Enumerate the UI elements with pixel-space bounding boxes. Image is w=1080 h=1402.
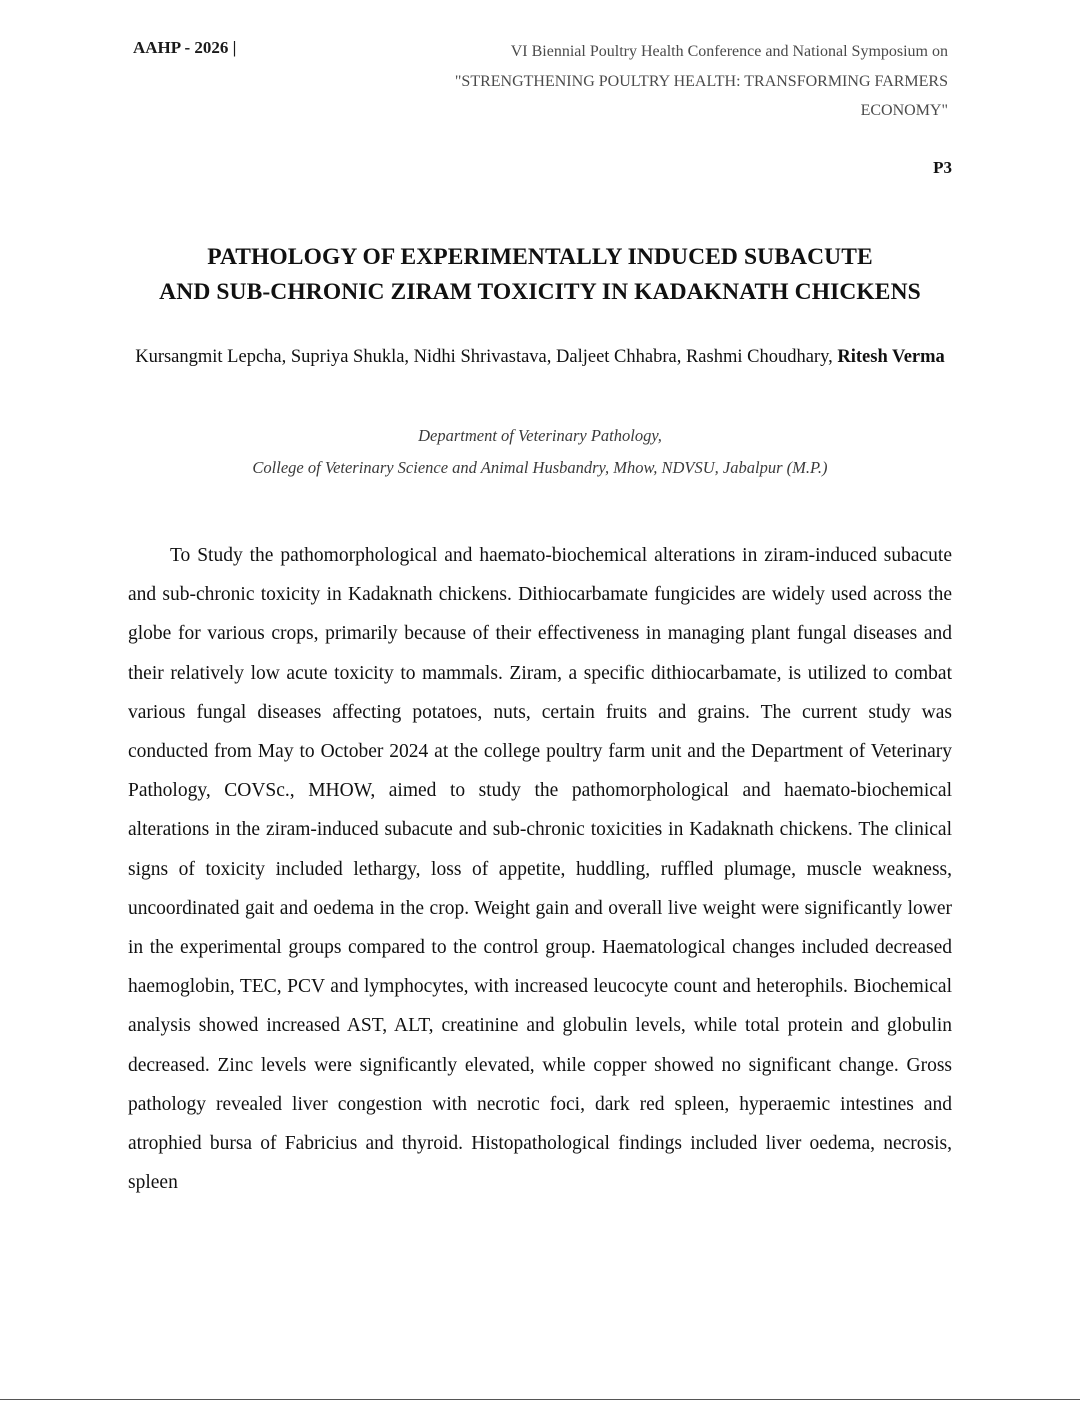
authors-regular: Kursangmit Lepcha, Supriya Shukla, Nidhi Shrivastava, Daljeet Chhabra, Rashmi Choudhary, [135,347,838,367]
presenting-author: Ritesh Verma [837,347,945,367]
affiliation-department: Department of Veterinary Pathology, [418,426,662,445]
conference-title-line-3: ECONOMY" [860,102,948,119]
affiliation [128,420,952,484]
author-list [128,339,952,375]
page-bottom-rule [0,1399,1080,1400]
conference-tag: AAHP - 2026 | [133,38,237,57]
paper-title [100,240,980,310]
abstract-code: P3 [933,158,952,177]
conference-title-line-2: "STRENGTHENING POULTRY HEALTH: TRANSFORMING FARMERS [454,72,948,90]
paper-title-line-2: AND SUB-CHRONIC ZIRAM TOXICITY IN KADAKNATH CHICKENS [159,279,921,305]
paper-title-line-1: PATHOLOGY OF EXPERIMENTALLY INDUCED SUBACUTE [207,244,873,270]
conference-title-line-1: VI Biennial Poultry Health Conference and National Symposium on [510,43,948,60]
conference-title [430,37,948,126]
abstract-body: To Study the pathomorphological and haemato-biochemical alterations in ziram-induced subacute and sub-chronic toxicity in Kadaknath chickens. Dithiocarbamate fungicides are widely used across the globe for various crops, primarily because of their effectiveness in managing plant fungal diseases and their relatively low acute toxicity to mammals. Ziram, a specific dithiocarbamate, is utilized to combat various fungal diseases affecting potatoes, nuts, certain fruits and grains. The current study was conducted from May to October 2024 at the college poultry farm unit and the Department of Veterinary Pathology, COVSc., MHOW, aimed to study the pathomorphological and haemato-biochemical alterations in the ziram-induced subacute and sub-chronic toxicities in Kadaknath chickens. The clinical signs of toxicity included lethargy, loss of appetite, huddling, ruffled plumage, muscle weakness, uncoordinated gait and oedema in the crop. Weight gain and overall live weight were significantly lower in the experimental groups compared to the control group. Haematological changes included decreased haemoglobin, TEC, PCV and lymphocytes, with increased leucocyte count and heterophils. Biochemical analysis showed increased AST, ALT, creatinine and globulin levels, while total protein and globulin decreased. Zinc levels were significantly elevated, while copper showed no significant change. Gross pathology revealed liver congestion with necrotic foci, dark red spleen, hyperaemic intestines and atrophied bursa of Fabricius and thyroid. Histopathological findings included liver oedema, necrosis, spleen [128,545,952,1194]
affiliation-college: College of Veterinary Science and Animal Husbandry, Mhow, NDVSU, Jabalpur (M.P.) [252,458,828,477]
